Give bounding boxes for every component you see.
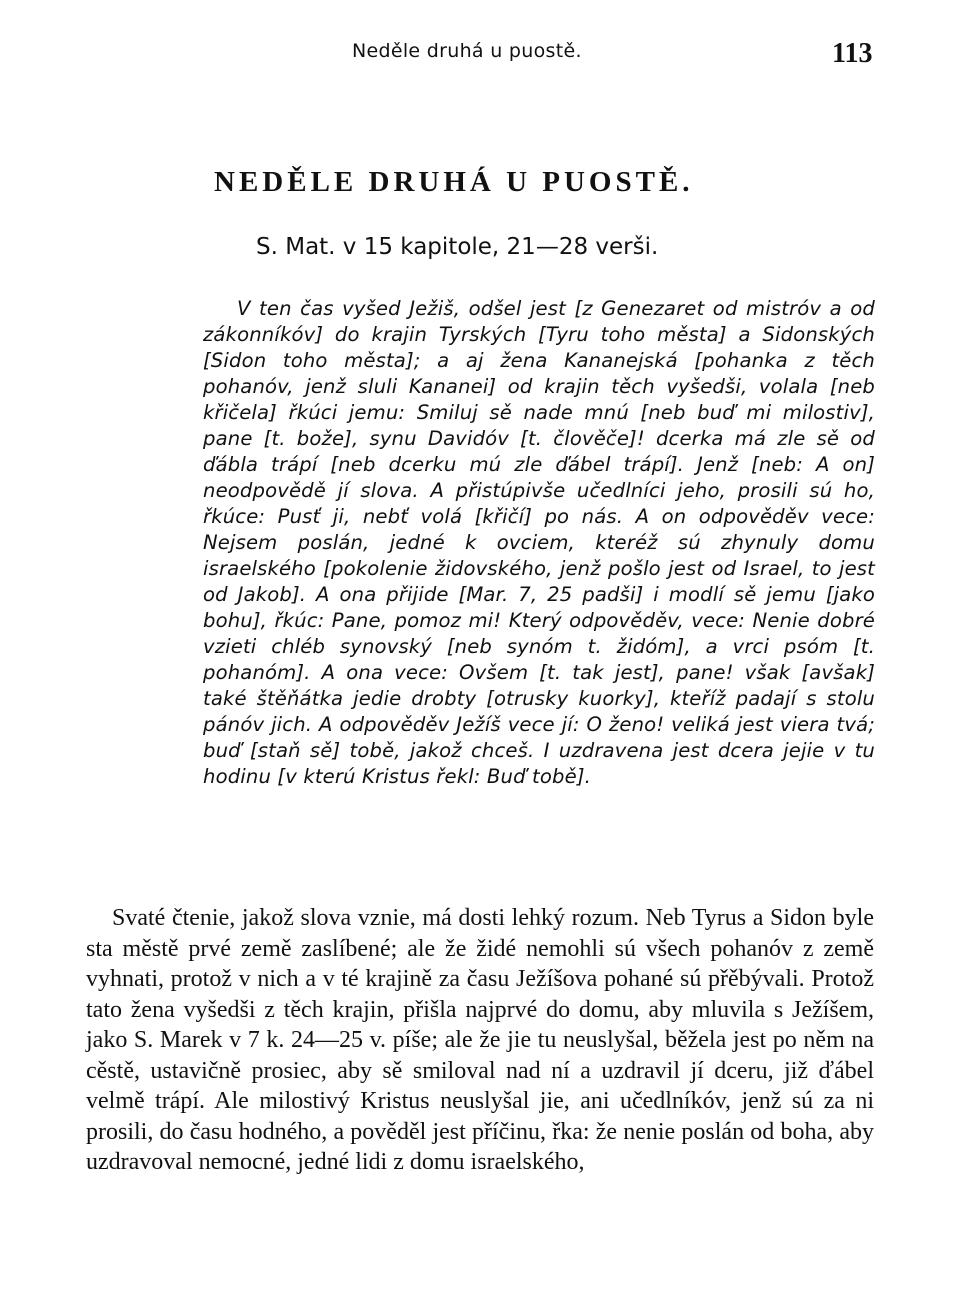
scripture-reference: S. Mat. v 15 kapitole, 21—28 verši. bbox=[256, 234, 659, 260]
running-head: Neděle druhá u puostě. bbox=[352, 40, 582, 62]
page-number: 113 bbox=[832, 38, 873, 69]
commentary-text: Svaté čtenie, jakož slova vznie, má dosti lehký rozum. Neb Tyrus a Sidon byle sta městě prvé země zaslíbené; ale že židé nemohli sú všech pohanóv z země vyhnati, protož v nich a v té krajině za času Ježíšova pohané sú přěbývali. Protož tato žena vyšedši z těch krajin, přišla najprvé do domu, aby mluvila s Ježíšem, jako S. Marek v 7 k. 24—25 v. píše; ale že jie tu neuslyšal, běžela jest po něm na cěstě, ustavičně prosiec, aby sě smiloval nad ní a uzdravil jí dceru, již ďábel velmě trápí. Ale milostivý Kristus neuslyšal jie, ani učedlníkóv, jenž sú za ni prosili, do času hodného, a pověděl jest příčinu, řka: že nenie poslán od boha, aby uzdravoval nemocné, jedné lidi z domu israelského, bbox=[86, 905, 874, 1175]
chapter-title: NEDĚLE DRUHÁ U PUOSTĚ. bbox=[214, 166, 694, 198]
gospel-text: V ten čas vyšed Ježiš, odšel jest [z Genezaret od mistróv a od zákonníkóv] do krajin Tyrských [Tyru toho města] a Sidonských [Sidon toho města]; a aj žena Kananejská [pohanka z těch pohanóv, jenž sluli Kananei] od krajin těch vyšedši, volala [neb křičela] řkúci jemu: Smiluj sě nade mnú [neb buď mi milostiv], pane [t. bože], synu Davidóv [t. člověče]! dcerka má zle sě od ďábla trápí [neb dcerku mú zle ďábel trápí]. Jenž [neb: A on] neodpovědě jí slova. A přistúpivše učedlníci jeho, prosili sú ho, řkúce: Pusť ji, nebť volá [křičí] po nás. A on odpověděv vece: Nejsem poslán, jedné k ovciem, kteréž sú zhynuly domu israelského [pokolenie židovského, jenž pošlo jest od Israel, to jest od Jakob]. A ona přijide [Mar. 7, 25 padši] i modlí sě jemu [jako bohu], řkúc: Pane, pomoz mi! Který odpověděv, vece: Nenie dobré vzieti chléb synovský [neb synóm t. židóm], a vrci psóm [t. pohanóm]. A ona vece: Ovšem [t. tak jest], pane! však [avšak] také štěňátka jedie drobty [otrusky kuorky], kteříž padají s stolu pánóv jich. A odpověděv Ježíš vece jí: O ženo! veliká jest viera tvá; buď [staň sě] tobě, jakož chceš. I uzdravena jest dcera jejie v tu hodinu [v kterú Kristus řekl: Buď tobě]. bbox=[203, 297, 875, 788]
